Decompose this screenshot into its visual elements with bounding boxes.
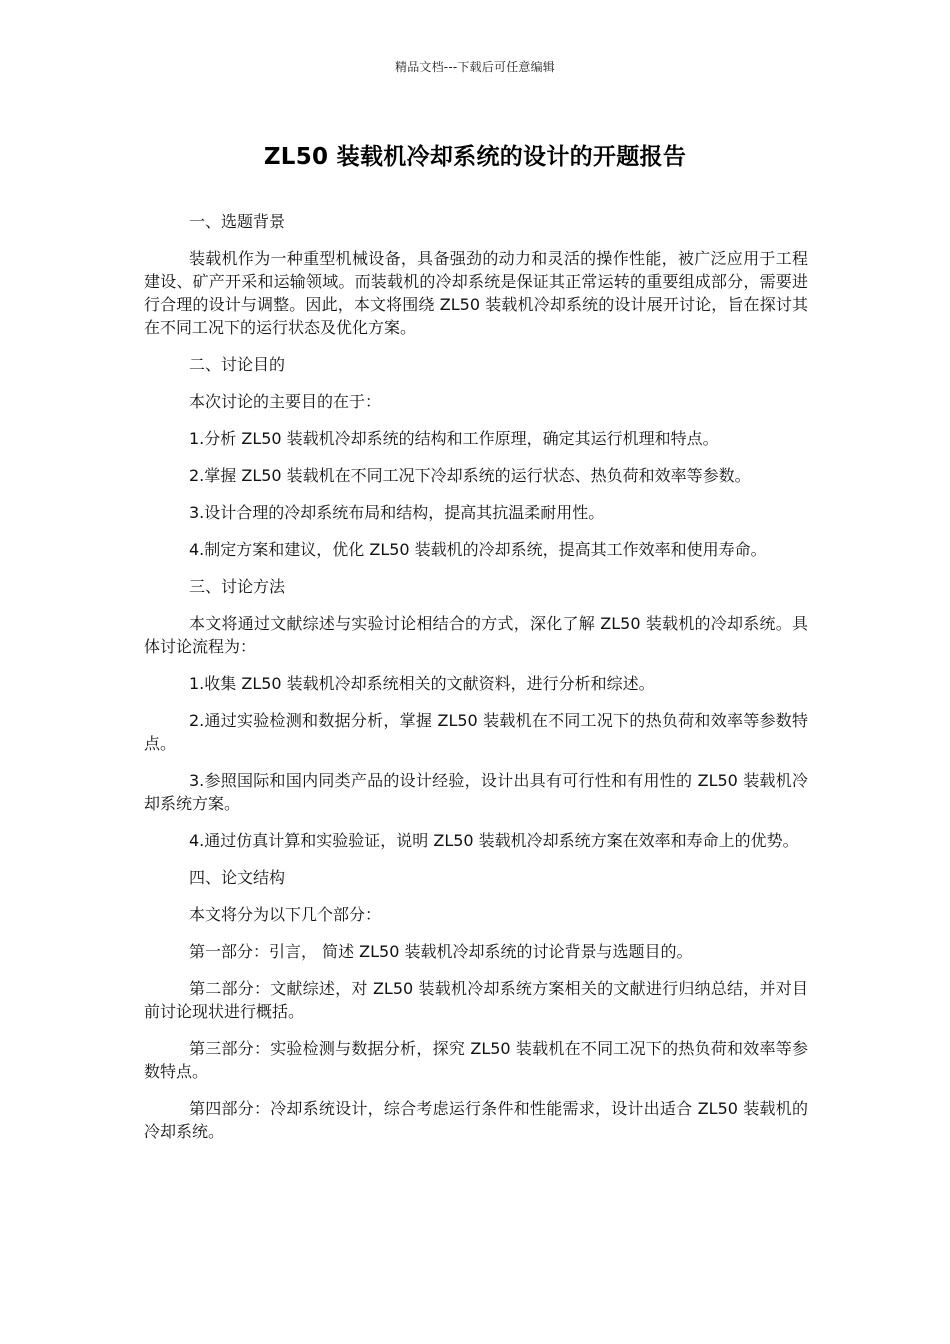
list-item-purpose-2: 2.掌握 ZL50 装载机在不同工况下冷却系统的运行状态、热负荷和效率等参数。 — [189, 466, 751, 485]
list-item-method-3: 3.参照国际和国内同类产品的设计经验，设计出具有可行性和有用性的 ZL50 装载机冷却系统方案。 — [144, 771, 808, 813]
list-item-purpose-3: 3.设计合理的冷却系统布局和结构，提高其抗温柔耐用性。 — [189, 503, 605, 522]
page-header: 精品文档---下载后可任意编辑 — [395, 60, 555, 74]
paragraph-structure-intro: 本文将分为以下几个部分： — [189, 905, 382, 924]
list-item-structure-3: 第三部分：实验检测与数据分析，探究 ZL50 装载机在不同工况下的热负荷和效率等参数特点。 — [144, 1039, 808, 1081]
paragraph-method-intro: 本文将通过文献综述与实验讨论相结合的方式，深化了解 ZL50 装载机的冷却系统。具体讨论流程为： — [144, 614, 808, 656]
list-item-method-2: 2.通过实验检测和数据分析，掌握 ZL50 装载机在不同工况下的热负荷和效率等参数特点。 — [144, 711, 808, 753]
section-heading-method: 三、讨论方法 — [189, 577, 286, 596]
list-item-method-1: 1.收集 ZL50 装载机冷却系统相关的文献资料，进行分析和综述。 — [189, 674, 655, 693]
section-heading-background: 一、选题背景 — [189, 212, 286, 231]
document-title: ZL50 装载机冷却系统的设计的开题报告 — [263, 144, 687, 170]
list-item-method-4: 4.通过仿真计算和实验验证，说明 ZL50 装载机冷却系统方案在效率和寿命上的优势。 — [189, 831, 799, 850]
paragraph-background: 装载机作为一种重型机械设备，具备强劲的动力和灵活的操作性能，被广泛应用于工程建设、矿产开采和运输领域。而装载机的冷却系统是保证其正常运转的重要组成部分，需要进行合理的设计与调整。因此，本文将围绕 ZL50 装载机冷却系统的设计展开讨论，旨在探讨其在不同工况下的运行状态及优化方案。 — [144, 249, 808, 337]
list-item-structure-1: 第一部分：引言， 简述 ZL50 装载机冷却系统的讨论背景与选题目的。 — [189, 942, 693, 961]
list-item-structure-2: 第二部分：文献综述，对 ZL50 装载机冷却系统方案相关的文献进行归纳总结，并对目前讨论现状进行概括。 — [144, 979, 808, 1021]
paragraph-purpose-intro: 本次讨论的主要目的在于： — [189, 392, 382, 411]
section-heading-structure: 四、论文结构 — [189, 868, 286, 887]
list-item-purpose-4: 4.制定方案和建议，优化 ZL50 装载机的冷却系统，提高其工作效率和使用寿命。 — [189, 540, 767, 559]
section-heading-purpose: 二、讨论目的 — [189, 355, 286, 374]
list-item-purpose-1: 1.分析 ZL50 装载机冷却系统的结构和工作原理，确定其运行机理和特点。 — [189, 429, 719, 448]
document-body — [144, 210, 808, 1157]
list-item-structure-4: 第四部分：冷却系统设计，综合考虑运行条件和性能需求，设计出适合 ZL50 装载机的冷却系统。 — [144, 1099, 808, 1141]
